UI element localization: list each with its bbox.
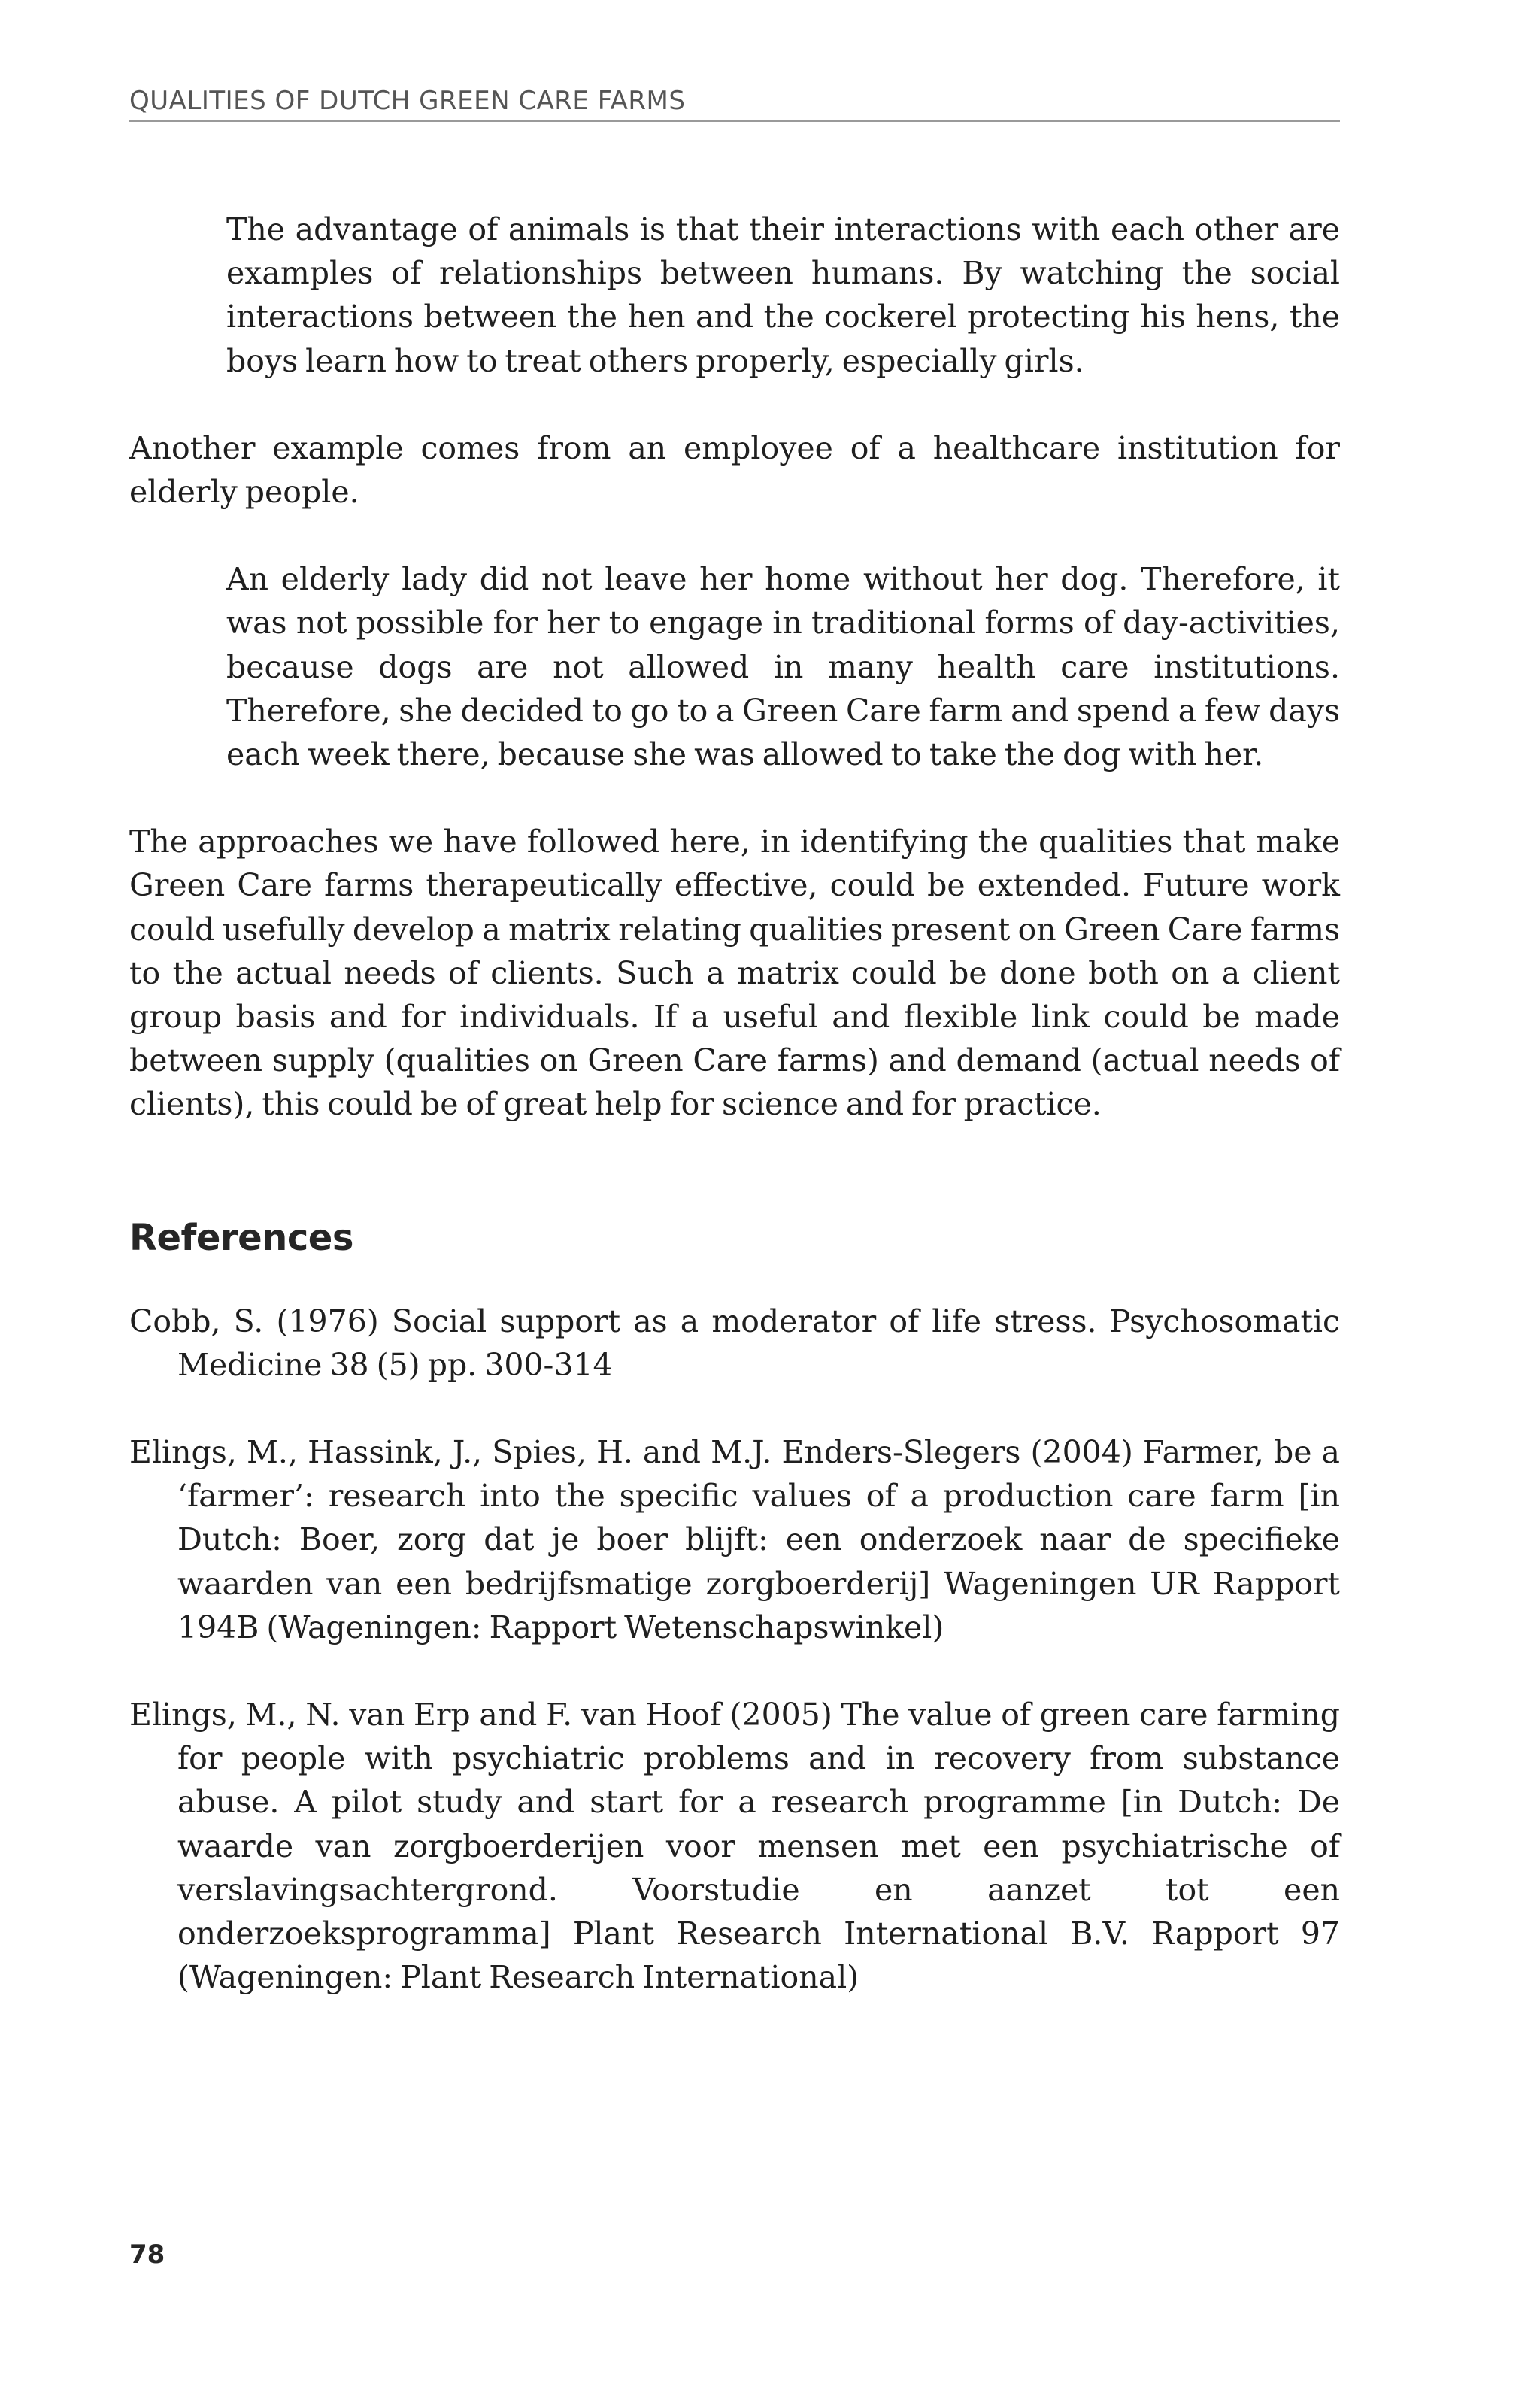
reference-entry: Elings, M., N. van Erp and F. van Hoof (2005) The value of green care farming for people with psychiatric problems and in recovery from substance abuse. A pilot study and start for a research programme [in Dutch: De waarde van zorgboerderijen voor mensen met een psychiatrische of verslavingsachtergrond. Voorstudie en aanzet tot een onderzoeksprogramma] Plant Research International B.V. Rapport 97 (Wageningen: Plant Research International): [129, 1697, 1340, 1996]
page-number: 78: [129, 2240, 165, 2270]
block-quote-animals: The advantage of animals is that their interactions with each other are examples of relationships between humans. By watching the social interactions between the hen and the cockerel protecting his hens, the boys learn how to treat others properly, especially girls.: [226, 211, 1340, 379]
block-quote-elderly-lady: An elderly lady did not leave her home without her dog. Therefore, it was not possible for her to engage in traditional forms of day-activities, because dogs are not allowed in many health care institutions. Therefore, she decided to go to a Green Care farm and spend a few days each week there, because she was allowed to take the dog with her.: [226, 561, 1340, 773]
body-paragraph-approaches: The approaches we have followed here, in identifying the qualities that make Green Care farms therapeutically effective, could be extended. Future work could usefully develop a matrix relating qualities present on Green Care farms to the actual needs of clients. Such a matrix could be done both on a client group basis and for individuals. If a useful and flexible link could be made between supply (qualities on Green Care farms) and demand (actual needs of clients), this could be of great help for science and for practice.: [129, 823, 1340, 1123]
page-content: [129, 208, 1340, 2043]
running-header: QUALITIES OF DUTCH GREEN CARE FARMS: [129, 81, 1340, 122]
reference-entry: Elings, M., Hassink, J., Spies, H. and M.J. Enders-Slegers (2004) Farmer, be a ‘farmer’: research into the specific values of a production care farm [in Dutch: Boer, zorg dat je boer blijft: een onderzoek naar de specifieke waarden van een bedrijfsmatige zorgboerderij] Wageningen UR Rapport 194B (Wageningen: Rapport Wetenschapswinkel): [129, 1434, 1340, 1645]
reference-entry: Cobb, S. (1976) Social support as a moderator of life stress. Psychosomatic Medicine 38 (5) pp. 300-314: [129, 1303, 1340, 1383]
body-paragraph-healthcare-example: Another example comes from an employee of a healthcare institution for elderly people.: [129, 429, 1340, 511]
references-heading: References: [129, 1216, 353, 1259]
